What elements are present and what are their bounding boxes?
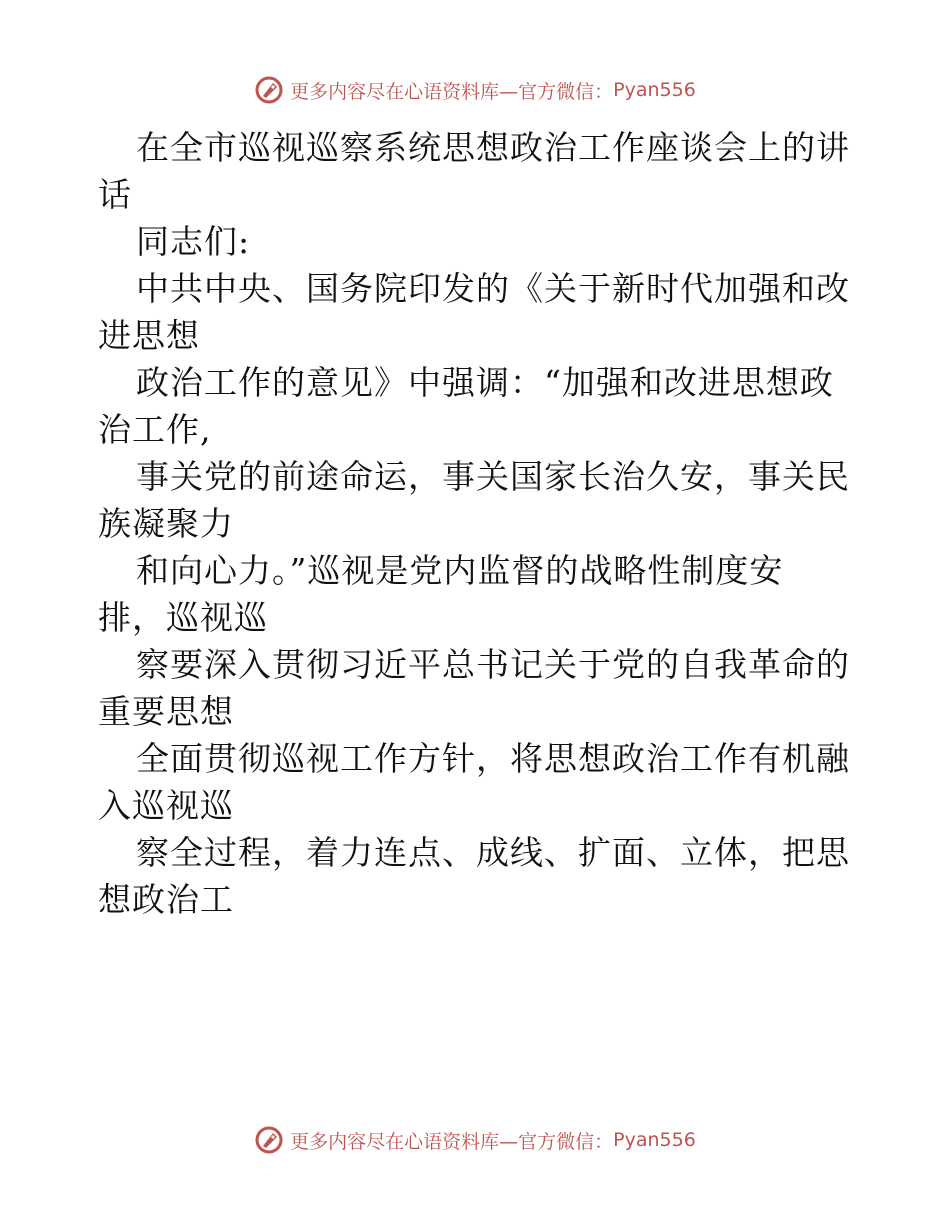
pen-nib-logo-icon [254,1125,284,1155]
text-line: 想政治工 [98,880,234,919]
footer-watermark-banner [0,1120,950,1160]
text-line: 在全市巡视巡察系统思想政治工作座谈会上的讲 [136,128,850,167]
text-line: 政治工作的意见》中强调：“加强和改进思想政 [136,363,834,402]
header-watermark-banner [0,70,950,110]
text-line: 治工作, [98,410,212,449]
watermark-wechat-handle: Pyan556 [613,79,696,101]
document-body [98,124,858,923]
text-line: 和向心力。”巡视是党内监督的战略性制度安 [136,551,784,590]
text-line: 重要思想 [98,692,234,731]
text-line: 察全过程，着力连点、成线、扩面、立体，把思 [136,833,850,872]
text-line: 事关党的前途命运，事关国家长治久安，事关民 [136,457,850,496]
text-line: 入巡视巡 [98,786,234,825]
text-line: 同志们: [136,222,251,261]
text-line: 话 [98,175,132,214]
text-line: 排，巡视巡 [98,598,268,637]
watermark-text: 更多内容尽在心语资料库—官方微信： [290,1130,614,1153]
text-line: 全面贯彻巡视工作方针，将思想政治工作有机融 [136,739,850,778]
text-line: 察要深入贯彻习近平总书记关于党的自我革命的 [136,645,850,684]
text-line: 进思想 [98,316,200,355]
watermark-text: 更多内容尽在心语资料库—官方微信： [290,80,614,103]
pen-nib-logo-icon [254,75,284,105]
text-line: 族凝聚力 [98,504,234,543]
text-line: 中共中央、国务院印发的《关于新时代加强和改 [136,269,850,308]
watermark-wechat-handle: Pyan556 [613,1129,696,1151]
